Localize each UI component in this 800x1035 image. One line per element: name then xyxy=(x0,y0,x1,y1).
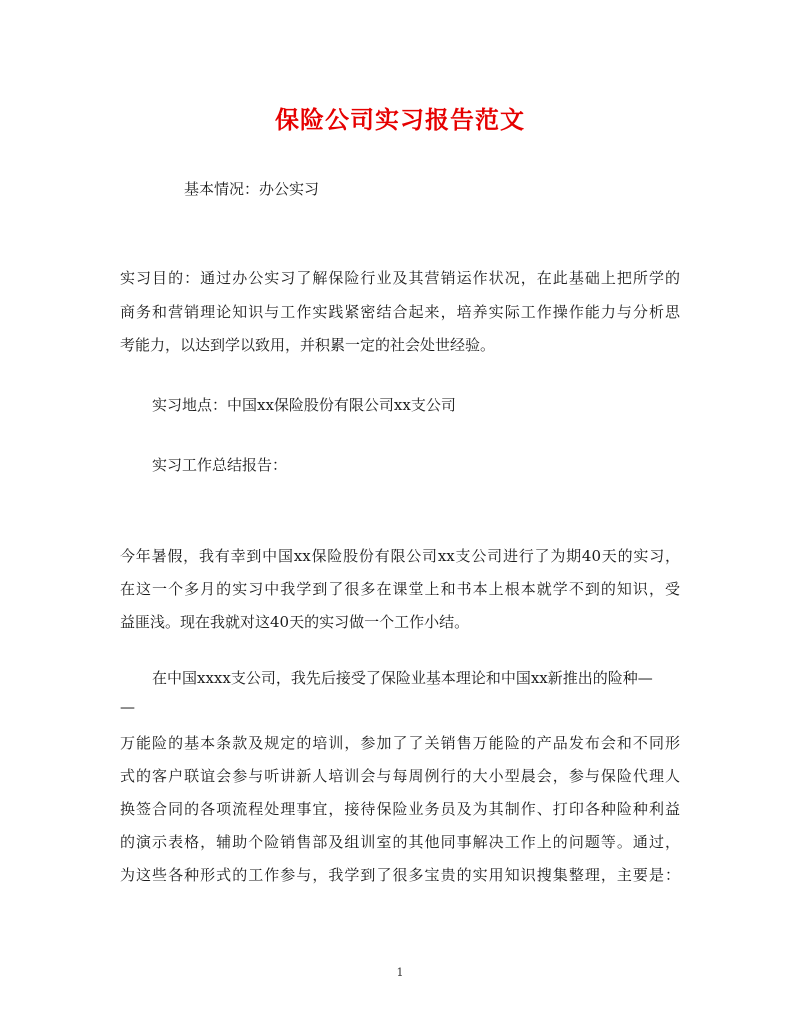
para2-line-6: 的演示表格，辅助个险销售部及组训室的其他同事解决工作上的问题等。通过， xyxy=(120,833,680,851)
purpose-line-3: 考能力，以达到学以致用，并积累一定的社会处世经验。 xyxy=(120,336,496,354)
para2-line-1: 在中国xxxx支公司，我先后接受了保险业基本理论和中国xx新推出的险种— xyxy=(152,669,653,687)
purpose-line-2: 商务和营销理论知识与工作实践紧密结合起来，培养实际工作操作能力与分析思 xyxy=(120,303,680,321)
summary-heading: 实习工作总结报告： xyxy=(152,456,288,474)
purpose-line-1: 实习目的：通过办公实习了解保险行业及其营销运作状况，在此基础上把所学的 xyxy=(120,269,680,287)
para2-line-5: 换签合同的各项流程处理事宜，接待保险业务员及为其制作、打印各种险种利益 xyxy=(120,800,680,818)
location-line: 实习地点：中国xx保险股份有限公司xx支公司 xyxy=(152,396,456,414)
para2-line-4: 式的客户联谊会参与听讲新人培训会与每周例行的大小型晨会，参与保险代理人 xyxy=(120,767,680,785)
para1-line-2: 在这一个多月的实习中我学到了很多在课堂上和书本上根本就学不到的知识，受 xyxy=(120,580,680,598)
para2-line-3: 万能险的基本条款及规定的培训，参加了了关销售万能险的产品发布会和不同形 xyxy=(120,734,680,752)
para2-line-2: — xyxy=(120,698,135,716)
para2-line-7: 为这些各种形式的工作参与，我学到了很多宝贵的实用知识搜集整理，主要是： xyxy=(120,866,680,884)
basic-info-line: 基本情况：办公实习 xyxy=(184,180,320,198)
document-title: 保险公司实习报告范文 xyxy=(275,105,525,134)
para1-line-3: 益匪浅。现在我就对这40天的实习做一个工作小结。 xyxy=(120,613,470,631)
page-number: 1 xyxy=(396,966,404,979)
para1-line-1: 今年暑假，我有幸到中国xx保险股份有限公司xx支公司进行了为期40天的实习， xyxy=(120,547,680,565)
